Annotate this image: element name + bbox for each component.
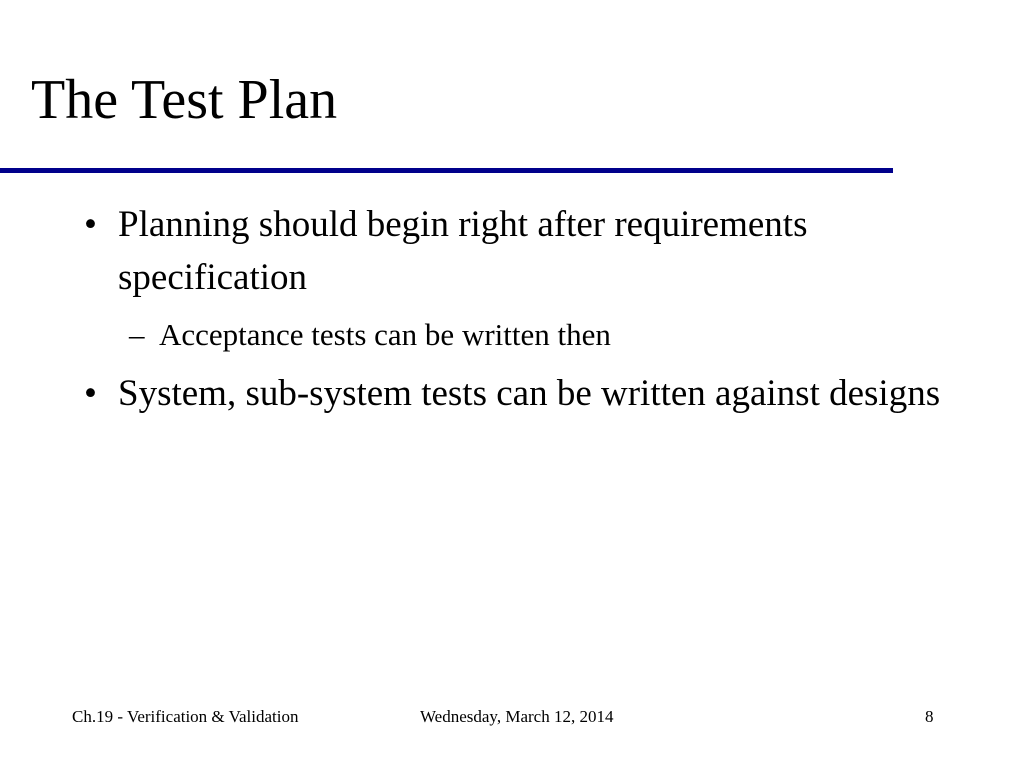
sub-bullet-marker: –: [129, 317, 145, 352]
footer-chapter: Ch.19 - Verification & Validation: [72, 707, 299, 726]
bullet-text: Planning should begin right after requirements specification: [118, 204, 808, 298]
bullet-marker: •: [84, 373, 97, 414]
bullet-text: System, sub-system tests can be written against designs: [118, 373, 941, 414]
slide-content: [84, 198, 944, 420]
bullet-system-tests: [84, 367, 944, 420]
footer-date: Wednesday, March 12, 2014: [420, 707, 614, 726]
footer-page-number: 8: [925, 707, 934, 726]
bullet-marker: •: [84, 204, 97, 245]
sub-bullet-acceptance-tests: [129, 313, 944, 357]
title-underline-rule: [0, 168, 893, 173]
sub-bullet-text: Acceptance tests can be written then: [159, 317, 611, 352]
bullet-planning: [84, 198, 944, 304]
slide-title: The Test Plan: [31, 69, 338, 131]
